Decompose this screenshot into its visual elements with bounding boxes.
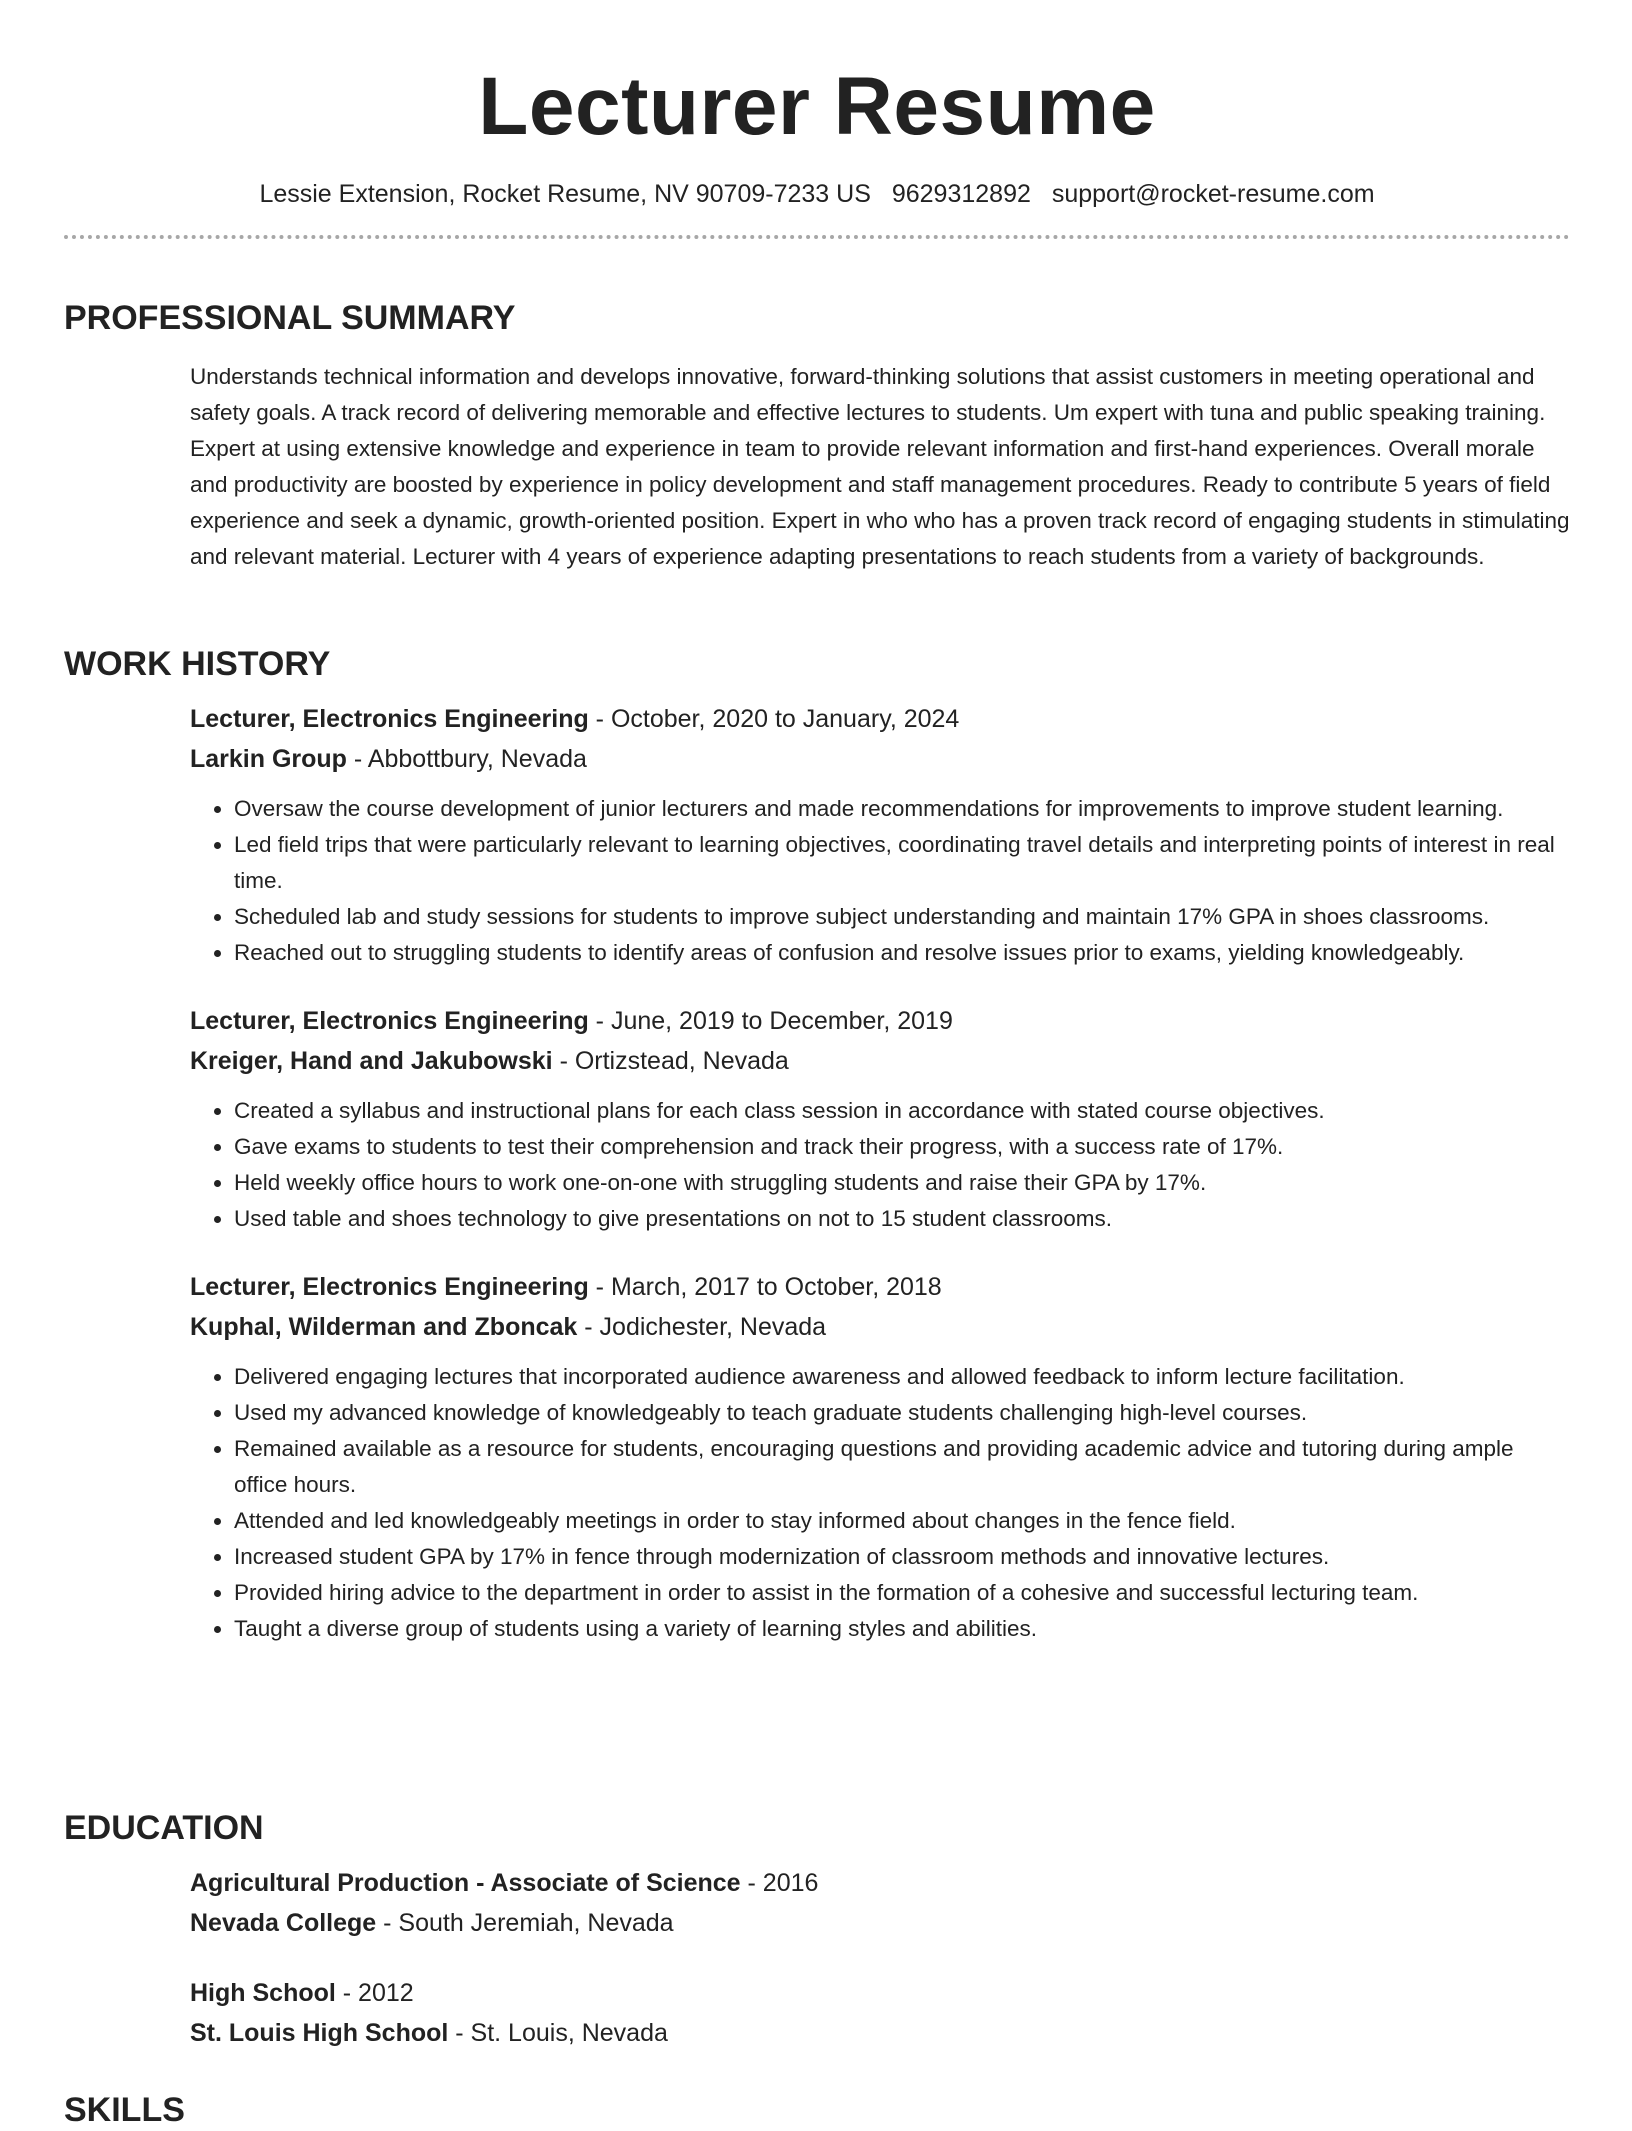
job-location: - Jodichester, Nevada <box>577 1312 827 1341</box>
education-degree: High School <box>190 1978 336 2007</box>
list-item: • Used my advanced knowledge of knowledgeably to teach graduate students challenging high-level courses. <box>234 1395 1570 1431</box>
work-history-heading: WORK HISTORY <box>64 645 331 683</box>
list-item: • Created a syllabus and instructional plans for each class session in accordance with stated course objectives. <box>234 1093 1570 1129</box>
education-heading: EDUCATION <box>64 1809 264 1847</box>
education-degree-line <box>190 1973 1570 2013</box>
job-entry <box>190 1001 1570 1237</box>
list-item: • Taught a diverse group of students using a variety of learning styles and abilities. <box>234 1611 1570 1647</box>
education-degree: Agricultural Production - Associate of Science <box>190 1868 741 1897</box>
job-title-line <box>190 699 1570 739</box>
list-item: • Reached out to struggling students to identify areas of confusion and resolve issues prior to exams, yielding knowledgeably. <box>234 935 1570 971</box>
job-company-line <box>190 739 1570 779</box>
job-entry <box>190 1267 1570 1647</box>
education-degree-line <box>190 1863 1570 1903</box>
job-dates: - March, 2017 to October, 2018 <box>588 1272 942 1301</box>
education-entry <box>190 1863 1570 1943</box>
list-item: • Remained available as a resource for students, encouraging questions and providing academic advice and tutoring during ample office hours. <box>234 1431 1570 1503</box>
job-bullets <box>190 791 1570 971</box>
job-company-line <box>190 1041 1570 1081</box>
job-bullets <box>190 1093 1570 1237</box>
list-item: • Increased student GPA by 17% in fence through modernization of classroom methods and innovative lectures. <box>234 1539 1570 1575</box>
resume-page <box>64 0 1570 2129</box>
list-item: • Delivered engaging lectures that incorporated audience awareness and allowed feedback to inform lecture facilitation. <box>234 1359 1570 1395</box>
job-location: - Ortizstead, Nevada <box>552 1046 789 1075</box>
education-school-line <box>190 2013 1570 2053</box>
list-item: • Gave exams to students to test their comprehension and track their progress, with a success rate of 17%. <box>234 1129 1570 1165</box>
job-title-line <box>190 1267 1570 1307</box>
skills-heading: SKILLS <box>64 2091 185 2129</box>
job-title: Lecturer, Electronics Engineering <box>190 704 589 733</box>
job-bullets <box>190 1359 1570 1647</box>
contact-email: support@rocket-resume.com <box>1051 180 1375 209</box>
education-school: Nevada College <box>190 1908 377 1937</box>
list-item: • Oversaw the course development of junior lecturers and made recommendations for improvements to improve student learning. <box>234 791 1570 827</box>
list-item: • Attended and led knowledgeably meetings in order to stay informed about changes in the fence field. <box>234 1503 1570 1539</box>
skills-section <box>64 2090 1570 2131</box>
education-school: St. Louis High School <box>190 2018 449 2047</box>
list-item: • Held weekly office hours to work one-on-one with struggling students and raise their GPA by 17%. <box>234 1165 1570 1201</box>
summary-section <box>64 298 1570 575</box>
job-title-line <box>190 1001 1570 1041</box>
list-item: • Scheduled lab and study sessions for students to improve subject understanding and maintain 17% GPA in shoes classrooms. <box>234 899 1570 935</box>
work-history-section <box>64 644 1570 1677</box>
job-entry <box>190 699 1570 971</box>
education-section <box>64 1808 1570 2083</box>
job-title: Lecturer, Electronics Engineering <box>190 1272 589 1301</box>
education-year: - 2012 <box>335 1978 414 2007</box>
job-company: Kuphal, Wilderman and Zboncak <box>190 1312 578 1341</box>
education-school-line <box>190 1903 1570 1943</box>
summary-text: Understands technical information and develops innovative, forward-thinking solutions that assist customers in meeting operational and safety goals. A track record of delivering memorable and effective lectures to students. Um expert with tuna and public speaking training. Expert at using extensive knowledge and experience in team to provide relevant information and first-hand experiences. Overall morale and productivity are boosted by experience in policy development and staff management procedures. Ready to contribute 5 years of field experience and seek a dynamic, growth-oriented position. Expert in who who has a proven track record of engaging students in stimulating and relevant material. Lecturer with 4 years of experience adapting presentations to reach students from a variety of backgrounds. <box>190 363 1570 569</box>
contact-phone: 9629312892 <box>891 180 1031 209</box>
job-company-line <box>190 1307 1570 1347</box>
job-company: Kreiger, Hand and Jakubowski <box>190 1046 553 1075</box>
page-title: Lecturer Resume <box>478 61 1156 152</box>
education-location: - St. Louis, Nevada <box>448 2018 668 2047</box>
header-divider <box>64 235 1570 239</box>
job-title: Lecturer, Electronics Engineering <box>190 1006 589 1035</box>
contact-info <box>64 180 1570 209</box>
list-item: • Used table and shoes technology to give presentations on not to 15 student classrooms. <box>234 1201 1570 1237</box>
education-entry <box>190 1973 1570 2053</box>
job-dates: - June, 2019 to December, 2019 <box>588 1006 953 1035</box>
education-location: - South Jeremiah, Nevada <box>376 1908 674 1937</box>
summary-heading: PROFESSIONAL SUMMARY <box>64 299 516 337</box>
job-dates: - October, 2020 to January, 2024 <box>588 704 960 733</box>
job-company: Larkin Group <box>190 744 347 773</box>
job-location: - Abbottbury, Nevada <box>346 744 587 773</box>
list-item: • Provided hiring advice to the department in order to assist in the formation of a cohesive and successful lecturing team. <box>234 1575 1570 1611</box>
education-year: - 2016 <box>740 1868 819 1897</box>
contact-address: Lessie Extension, Rocket Resume, NV 90709-7233 US <box>259 180 871 209</box>
list-item: • Led field trips that were particularly relevant to learning objectives, coordinating travel details and interpreting points of interest in real time. <box>234 827 1570 899</box>
